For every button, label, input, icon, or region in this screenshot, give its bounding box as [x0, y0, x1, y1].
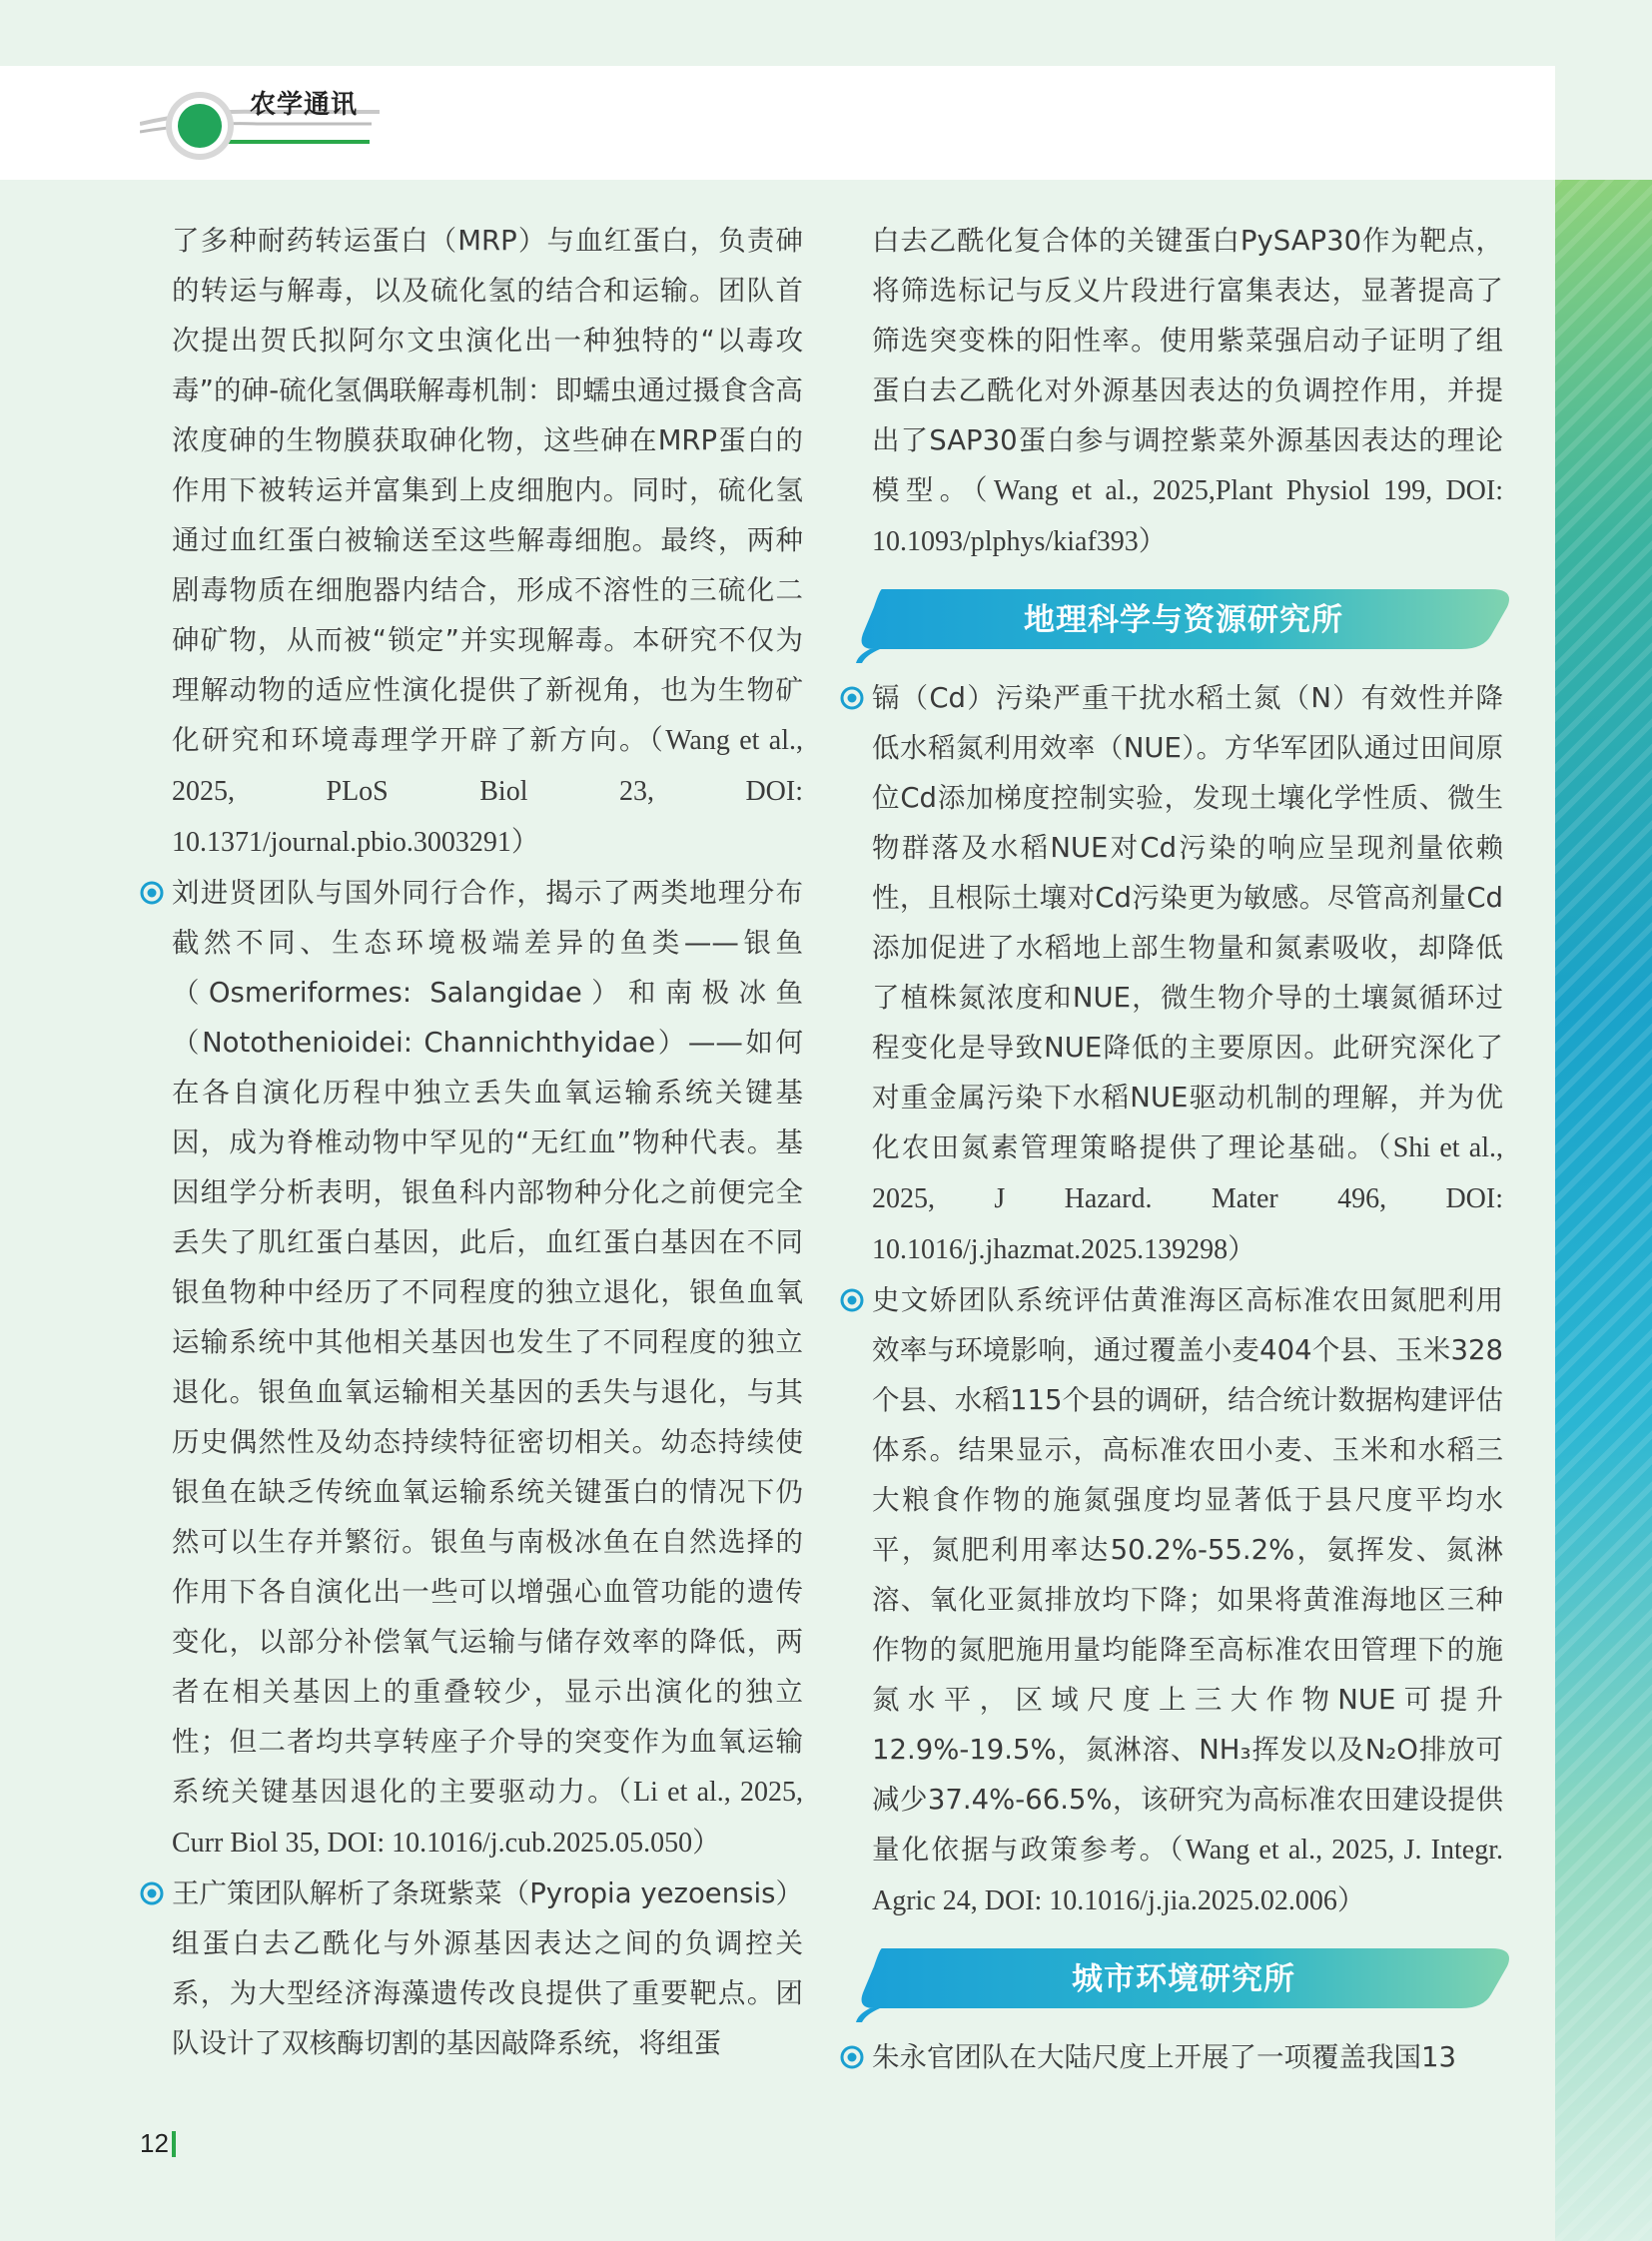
section-title: 地理科学与资源研究所: [1024, 602, 1343, 638]
citation: （Wang et al., 2025,Plant Physiol 199, DOI: 10.1093/plphys/kiaf393）: [872, 475, 1503, 557]
paragraph: [872, 2032, 1503, 2082]
citation: （Wang et al., 2025, J. Integr. Agric 24, DOI: 10.1016/j.jia.2025.02.006）: [872, 1835, 1503, 1916]
paragraph-text: 白去乙酰化复合体的关键蛋白PySAP30作为靶点，将筛选标记与反义片段进行富集表达，显著提高了筛选突变株的阳性率。使用紫菜强启动子证明了组蛋白去乙酰化对外源基因表达的负调控作用，并提出了SAP30蛋白参与调控紫菜外源基因表达的理论模型。: [872, 225, 1503, 506]
citation: （Wang et al., 2025, PLoS Biol 23, DOI: 10.1371/journal.pbio.3003291）: [172, 725, 804, 858]
paragraph-text: 史文娇团队系统评估黄淮海区高标准农田氮肥利用效率与环境影响，通过覆盖小麦404个县、玉米328个县、水稻115个县的调研，结合统计数据构建评估体系。结果显示，高标准农田小麦、玉米和水稻三大粮食作物的施氮强度均显著低于县尺度平均水平，氮肥利用率达50.2%-55.2%，氨挥发、氮淋溶、氧化亚氮排放均下降；如果将黄淮海地区三种作物的氮肥施用量均能降至高标准农田管理下的施氮水平，区域尺度上三大作物NUE可提升12.9%-19.5%，氮淋溶、NH₃挥发以及N₂O排放可减少37.4%-66.5%，该研究为高标准农田建设提供量化依据与政策参考。: [872, 1284, 1503, 1866]
citation: （Shi et al., 2025, J Hazard. Mater 496, DOI: 10.1016/j.jhazmat.2025.139298）: [872, 1132, 1503, 1265]
section-title: 城市环境研究所: [1072, 1961, 1295, 1997]
paragraph-text: 了多种耐药转运蛋白（MRP）与血红蛋白，负责砷的转运与解毒，以及硫化氢的结合和运输。团队首次提出贺氏拟阿尔文虫演化出一种独特的“以毒攻毒”的砷-硫化氢偶联解毒机制：即蠕虫通过摄食含高浓度砷的生物膜获取砷化物，这些砷在MRP蛋白的作用下被转运并富集到上皮细胞内。同时，硫化氢通过血红蛋白被输送至这些解毒细胞。最终，两种剧毒物质在细胞器内结合，形成不溶性的三硫化二砷矿物，从而被“锁定”并实现解毒。本研究不仅为理解动物的适应性演化提供了新视角，也为生物矿化研究和环境毒理学开辟了新方向。: [172, 225, 803, 756]
section-header: [852, 1944, 1515, 2022]
right-column: [872, 216, 1503, 2082]
decorative-side-strip: [1555, 180, 1652, 2241]
journal-title: 农学通讯: [250, 90, 359, 120]
citation: （Li et al., 2025, Curr Biol 35, DOI: 10.1016/j.cub.2025.05.050）: [172, 1777, 803, 1859]
paragraph: [872, 673, 1503, 1275]
paragraph: [172, 868, 803, 1868]
paragraph-text: 镉（Cd）污染严重干扰水稻土氮（N）有效性并降低水稻氮利用效率（NUE）。方华军团队通过田间原位Cd添加梯度控制实验，发现土壤化学性质、微生物群落及水稻NUE对Cd污染的响应呈现剂量依赖性，且根际土壤对Cd污染更为敏感。尽管高剂量Cd添加促进了水稻地上部生物量和氮素吸收，却降低了植株氮浓度和NUE，微生物介导的土壤氮循环过程变化是导致NUE降低的主要原因。此研究深化了对重金属污染下水稻NUE驱动机制的理解，并为优化农田氮素管理策略提供了理论基础。: [872, 682, 1503, 1163]
bullet-icon: [840, 686, 864, 710]
bullet-icon: [140, 881, 164, 905]
paragraph: [172, 216, 803, 868]
left-column: [172, 216, 803, 2068]
bullet-icon: [140, 1881, 164, 1905]
paragraph: [872, 216, 1503, 567]
page-number-bar: [172, 2131, 176, 2157]
bullet-icon: [840, 1288, 864, 1312]
section-header: [852, 585, 1515, 663]
paragraph: [872, 1275, 1503, 1926]
paragraph-text: 王广策团队解析了条斑紫菜（Pyropia yezoensis）组蛋白去乙酰化与外源基因表达之间的负调控关系，为大型经济海藻遗传改良提供了重要靶点。团队设计了双核酶切割的基因敲降系统，将组蛋: [172, 1877, 803, 2059]
paragraph: [172, 1868, 803, 2068]
paragraph-text: 刘进贤团队与国外同行合作，揭示了两类地理分布截然不同、生态环境极端差异的鱼类——银鱼（Osmeriformes: Salangidae）和南极冰鱼（Notothenioidei: Channichthyidae）——如何在各自演化历程中独立丢失血氧运输系统关键基因，成为脊椎动物中罕见的“无红血”物种代表。基因组学分析表明，银鱼科内部物种分化之前便完全丢失了肌红蛋白基因，此后，血红蛋白基因在不同银鱼物种中经历了不同程度的独立退化，银鱼血氧运输系统中其他相关基因也发生了不同程度的独立退化。银鱼血氧运输相关基因的丢失与退化，与其历史偶然性及幼态持续特征密切相关。幼态持续使银鱼在缺乏传统血氧运输系统关键蛋白的情况下仍然可以生存并繁衍。银鱼与南极冰鱼在自然选择的作用下各自演化出一些可以增强心血管功能的遗传变化，以部分补偿氧气运输与储存效率的降低，两者在相关基因上的重叠较少，显示出演化的独立性；但二者均共享转座子介导的突变作为血氧运输系统关键基因退化的主要驱动力。: [172, 877, 803, 1808]
page-number: 12: [140, 2128, 169, 2158]
paragraph-text: 朱永官团队在大陆尺度上开展了一项覆盖我国13: [872, 2041, 1456, 2073]
bullet-icon: [840, 2045, 864, 2069]
